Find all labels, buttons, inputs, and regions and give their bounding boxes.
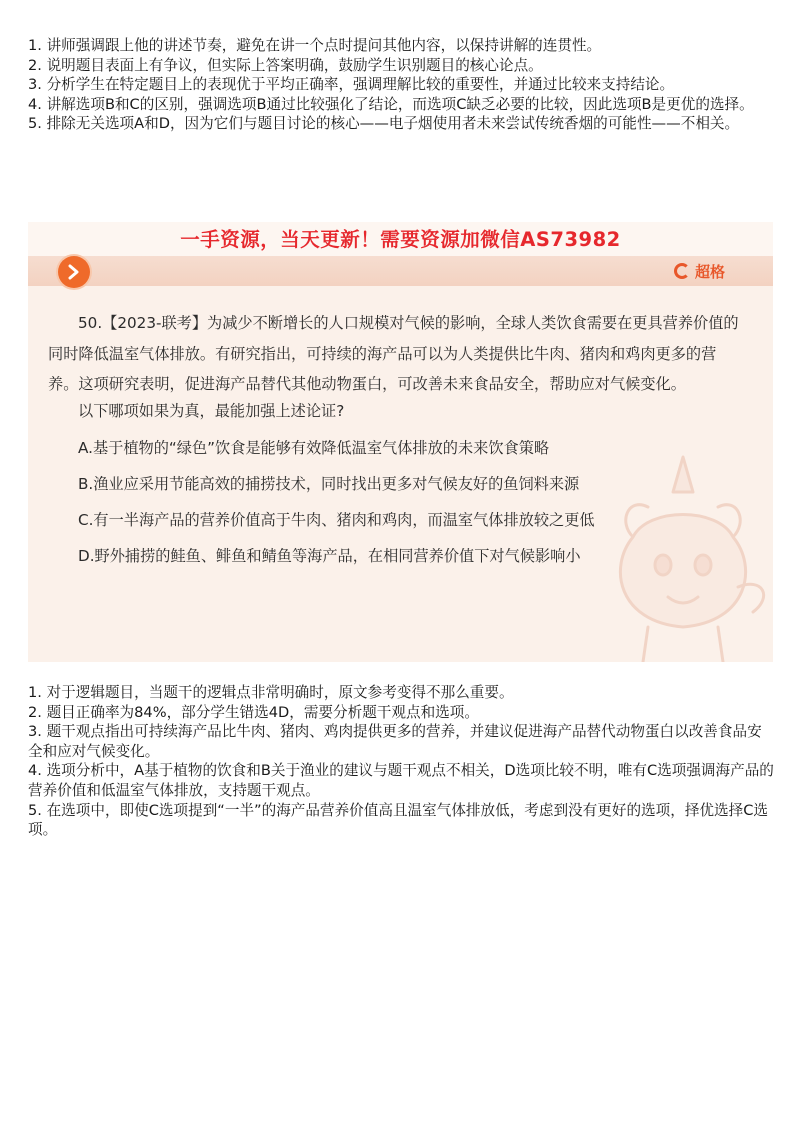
- note-item: 1. 对于逻辑题目，当题干的逻辑点非常明确时，原文参考变得不那么重要。: [28, 684, 514, 701]
- note-item: 5. 在选项中，即使C选项提到“一半”的海产品营养价值高且温室气体排放低，考虑到没有更好的选项，择优选择C选项。: [28, 801, 768, 839]
- option-d: D.野外捕捞的鲑鱼、鲱鱼和鲭鱼等海产品，在相同营养价值下对气候影响小: [78, 547, 581, 565]
- brand-name: 超格: [694, 262, 725, 281]
- option-c: C.有一半海产品的营养价值高于牛肉、猪肉和鸡肉，而温室气体排放较之更低: [78, 511, 595, 529]
- note-item: 2. 题目正确率为84%，部分学生错选4D，需要分析题干观点和选项。: [28, 703, 479, 721]
- notes-top: [28, 36, 776, 134]
- question-stem: 50.【2023-联考】为减少不断增长的人口规模对气候的影响，全球人类饮食需要在更具营养价值的同时降低温室气体排放。有研究指出，可持续的海产品可以为人类提供比牛肉、猪肉和鸡肉更多的营养。这项研究表明，促进海产品替代其他动物蛋白，可改善未来食品安全，帮助应对气候变化。: [48, 314, 739, 393]
- promo-banner: 一手资源，当天更新！需要资源加微信AS73982: [180, 228, 621, 251]
- brand-icon: [674, 263, 690, 279]
- note-item: 5. 排除无关选项A和D，因为它们与题目讨论的核心——电子烟使用者未来尝试传统香烟的可能性——不相关。: [28, 115, 740, 133]
- chevron-right-icon: [66, 264, 82, 280]
- question-prompt: 以下哪项如果为真，最能加强上述论证?: [78, 402, 345, 420]
- notes-bottom: [28, 683, 776, 840]
- option-a: A.基于植物的“绿色”饮食是能够有效降低温室气体排放的未来饮食策略: [78, 439, 550, 457]
- slide-header: [28, 222, 773, 256]
- option-b: B.渔业应采用节能高效的捕捞技术，同时找出更多对气候友好的鱼饲料来源: [78, 475, 580, 493]
- note-item: 1. 讲师强调跟上他的讲述节奏，避免在讲一个点时提问其他内容，以保持讲解的连贯性。: [28, 37, 602, 54]
- header-stripe: [28, 256, 773, 286]
- brand-logo: [674, 259, 725, 283]
- note-item: 4. 选项分析中，A基于植物的饮食和B关于渔业的建议与题干观点不相关，D选项比较不明，唯有C选项强调海产品的营养价值和低温室气体排放，支持题干观点。: [28, 762, 774, 799]
- note-item: 3. 分析学生在特定题目上的表现优于平均正确率，强调理解比较的重要性，并通过比较来支持结论。: [28, 76, 675, 94]
- arrow-icon: [58, 256, 90, 288]
- unicorn-mascot-icon: [588, 447, 773, 662]
- note-item: 3. 题干观点指出可持续海产品比牛肉、猪肉、鸡肉提供更多的营养，并建议促进海产品替代动物蛋白以改善食品安全和应对气候变化。: [28, 723, 762, 760]
- note-item: 2. 说明题目表面上有争议，但实际上答案明确，鼓励学生识别题目的核心论点。: [28, 56, 543, 74]
- question-slide: [28, 222, 773, 662]
- note-item: 4. 讲解选项B和C的区别，强调选项B通过比较强化了结论，而选项C缺乏必要的比较，因此选项B是更优的选择。: [28, 95, 754, 113]
